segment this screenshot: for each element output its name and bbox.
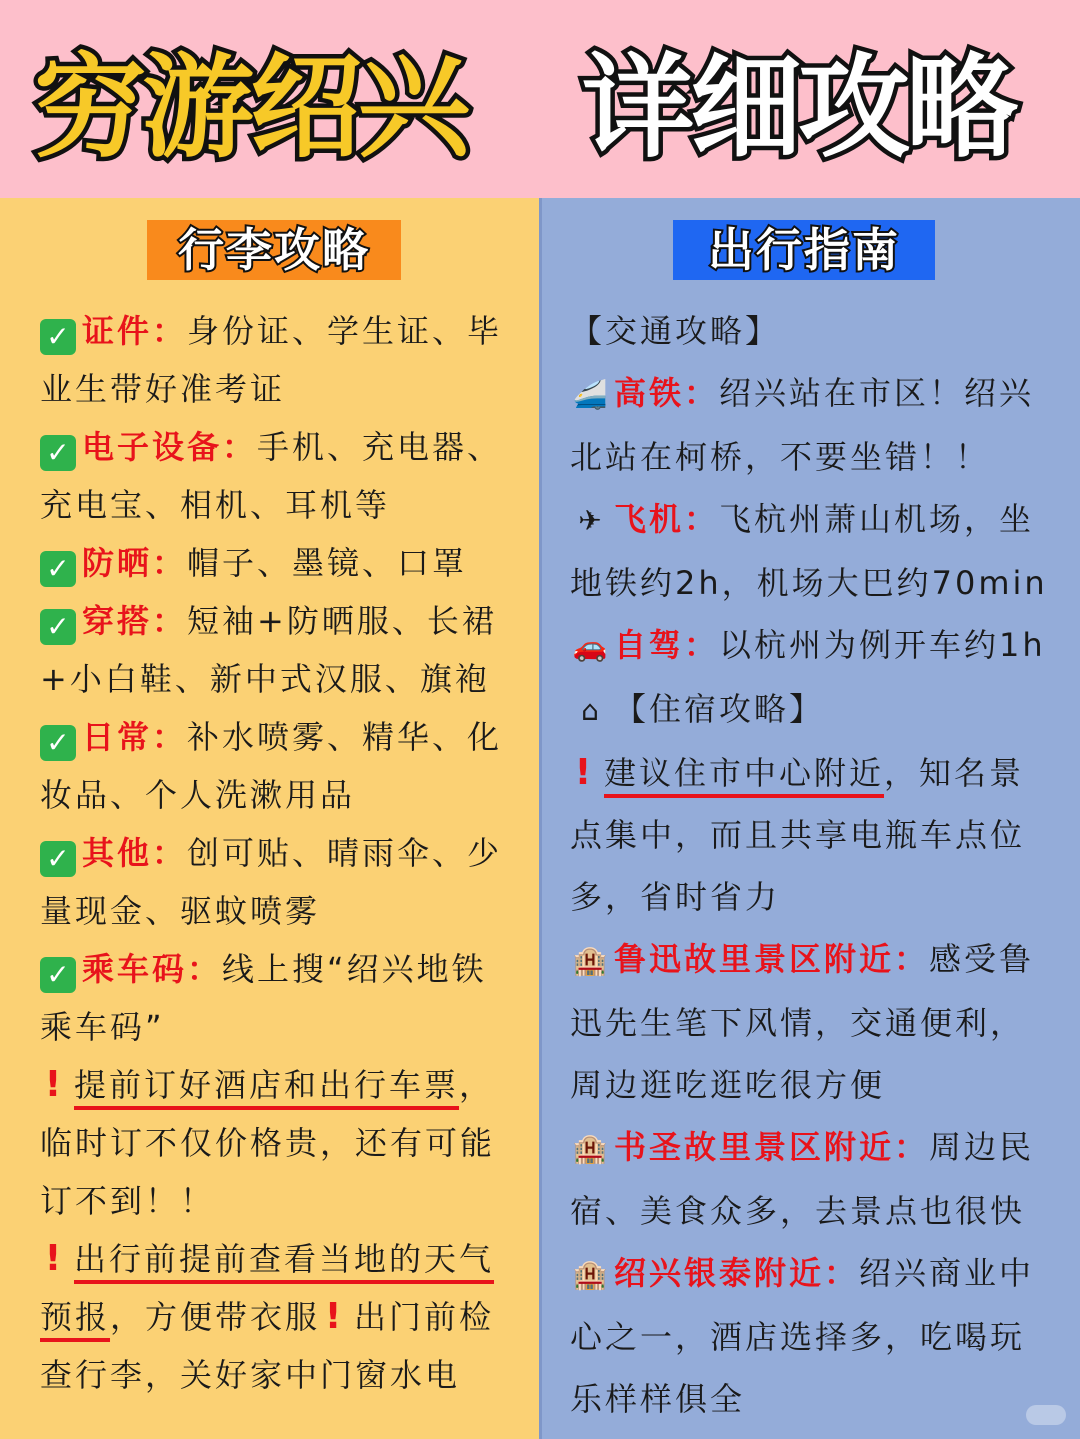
exclamation-icon: ! (574, 752, 592, 793)
item-label: 书圣故里景区附近： (614, 1128, 930, 1166)
item-text: 绍兴商业中心之一，酒店选择多，吃喝玩乐样样俱全 (570, 1254, 1035, 1418)
page-title-left: 穷游绍兴 (34, 43, 466, 173)
weather-note-highlight: 出行前提前查看当地的天气预报 (40, 1240, 495, 1336)
item-text: 以杭州为例开车约1h (719, 626, 1046, 664)
item-text: 创可贴、晴雨伞、少量现金、驱蚊喷雾 (40, 834, 503, 930)
airplane-icon: ✈ (578, 504, 602, 537)
checkmark-icon: ✓ (40, 609, 76, 645)
luggage-list (40, 302, 512, 1404)
weather-note (40, 1230, 512, 1404)
high-speed-train-icon: 🚄 (572, 378, 608, 411)
travel-guide-section-title: 出行指南 (673, 220, 935, 280)
header-banner (0, 0, 1080, 198)
checkmark-icon: ✓ (40, 435, 76, 471)
item-text: 帽子、墨镜、口罩 (187, 544, 468, 582)
luggage-section-title: 行李攻略 (147, 220, 401, 280)
item-text: 绍兴站在市区！绍兴北站在柯桥，不要坐错！！ (570, 374, 1035, 476)
item-label: 自驾： (614, 626, 720, 664)
hotel-icon: 🏨 (572, 1258, 608, 1291)
item-text: 线上搜“绍兴地铁乘车码” (40, 950, 487, 1046)
exclamation-icon: ! (324, 1296, 342, 1337)
exclamation-icon: ! (44, 1064, 62, 1105)
item-text: 短袖+防晒服、长裙+小白鞋、新中式汉服、旗袍 (40, 602, 497, 698)
check-luggage-note: 出门前检查行李，关好家中门窗水电 (40, 1298, 495, 1394)
list-item (570, 362, 1050, 488)
hotel-icon: 🏨 (572, 1132, 608, 1165)
car-icon: 🚗 (572, 630, 608, 663)
item-label: 乘车码： (82, 950, 223, 988)
list-item (570, 1242, 1050, 1430)
item-text: 补水喷雾、精华、化妆品、个人洗漱用品 (40, 718, 503, 814)
item-label: 其他： (82, 834, 188, 872)
item-text: 手机、充电器、充电宝、相机、耳机等 (40, 428, 503, 524)
checkmark-icon: ✓ (40, 841, 76, 877)
luggage-column (0, 198, 540, 1439)
item-label: 日常： (82, 718, 188, 756)
list-item (40, 302, 512, 418)
page-title-right: 详细攻略 (582, 43, 1014, 173)
booking-note-highlight: 提前订好酒店和出行车票 (74, 1066, 460, 1104)
item-label: 电子设备： (82, 428, 258, 466)
item-text: 飞杭州萧山机场，坐地铁约2h，机场大巴约70min (570, 500, 1048, 602)
exclamation-icon: ! (44, 1238, 62, 1279)
list-item (570, 928, 1050, 1116)
stay-heading: 【住宿攻略】 (614, 690, 825, 728)
watermark-logo (1026, 1405, 1066, 1425)
weather-note-text: ，方便带衣服 (110, 1298, 321, 1336)
booking-note-text: ，临时订不仅价格贵，还有可能订不到！！ (40, 1066, 496, 1220)
list-item (570, 1116, 1050, 1242)
item-label: 绍兴银泰附近： (614, 1254, 860, 1292)
item-label: 防晒： (82, 544, 188, 582)
stay-heading-row (570, 678, 1050, 742)
booking-note (40, 1056, 512, 1230)
stay-note (570, 742, 1050, 928)
list-item (40, 534, 512, 592)
column-divider (539, 198, 542, 1439)
house-icon: ⌂ (581, 694, 599, 727)
item-label: 穿搭： (82, 602, 188, 640)
item-label: 鲁迅故里景区附近： (614, 940, 930, 978)
traffic-heading: 【交通攻略】 (570, 312, 781, 350)
list-item (40, 708, 512, 824)
item-text: 周边民宿、美食众多，去景点也很快 (570, 1128, 1035, 1230)
item-label: 高铁： (614, 374, 720, 412)
checkmark-icon: ✓ (40, 957, 76, 993)
stay-note-highlight: 建议住市中心附近 (604, 754, 885, 792)
item-text: 感受鲁迅先生笔下风情，交通便利，周边逛吃逛吃很方便 (570, 940, 1035, 1104)
checkmark-icon: ✓ (40, 551, 76, 587)
item-label: 证件： (82, 312, 188, 350)
list-item (40, 418, 512, 534)
hotel-icon: 🏨 (572, 944, 608, 977)
list-item (40, 940, 512, 1056)
checkmark-icon: ✓ (40, 319, 76, 355)
list-item (40, 824, 512, 940)
travel-guide-column (540, 198, 1080, 1439)
list-item (40, 592, 512, 708)
travel-guide-list (570, 300, 1050, 1430)
list-item (570, 488, 1050, 614)
item-text: 身份证、学生证、毕业生带好准考证 (40, 312, 503, 408)
checkmark-icon: ✓ (40, 725, 76, 761)
list-item (570, 614, 1050, 678)
item-label: 飞机： (614, 500, 720, 538)
stay-note-text: ，知名景点集中，而且共享电瓶车点位多，省时省力 (570, 754, 1026, 916)
